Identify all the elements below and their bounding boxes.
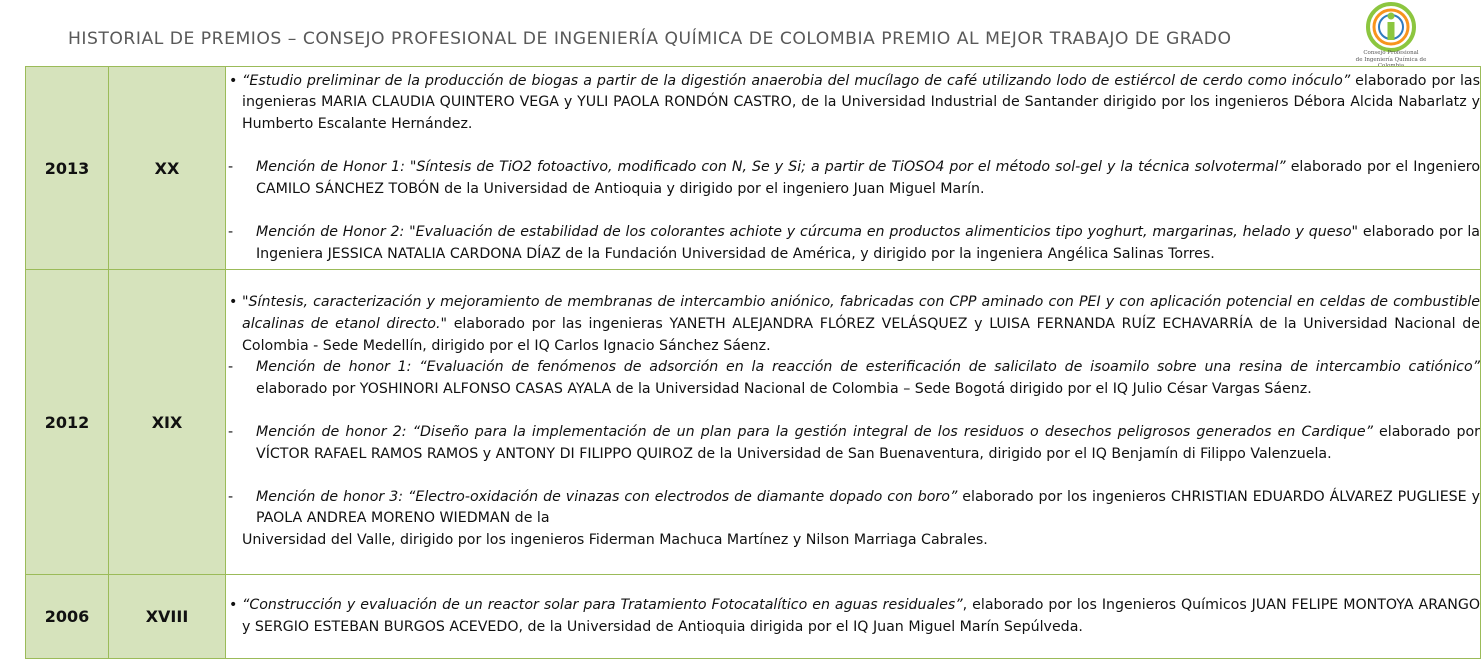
year-cell: 2012 — [26, 270, 109, 575]
award-details — [226, 270, 1481, 575]
winner-desc: elaborado por las ingenieras YANETH ALEJANDRA FLÓREZ VELÁSQUEZ y LUISA FERNANDA RUÍZ ECHAVARRÍA de la Universidad Nacional de Colombia - Sede Medellín, dirigido por el IQ Carlos Ignacio Sánchez Sáenz. — [242, 316, 1480, 354]
mention-desc: elaborado por el Ingeniero CAMILO SÁNCHEZ TOBÓN de la Universidad de Antioquia y dirigido por el ingeniero Juan Miguel Marín. — [256, 159, 1481, 197]
mention-title: Mención de honor 2: “Diseño para la implementación de un plan para la gestión integral de los residuos o desechos peligrosos generados en Cardique” — [256, 424, 1373, 440]
honor-mention — [226, 487, 1480, 530]
awards-table — [25, 66, 1481, 659]
table-row — [26, 575, 1481, 659]
year-cell: 2006 — [26, 575, 109, 659]
page-header — [0, 0, 1482, 69]
mention-desc: elaborado por la Ingeniera JESSICA NATALIA CARDONA DÍAZ de la Fundación Universidad de América, y dirigido por la ingeniera Angélica Salinas Torres. — [256, 223, 1481, 262]
winner-entry — [226, 595, 1480, 638]
honor-mention — [226, 157, 1480, 200]
edition-cell: XVIII — [109, 575, 226, 659]
winner-title: “Estudio preliminar de la producción de biogas a partir de la digestión anaerobia del mucílago de café utilizando lodo de estiércol de cerdo como inóculo” — [242, 72, 1351, 89]
honor-mention — [226, 222, 1480, 265]
page-title: HISTORIAL DE PREMIOS – CONSEJO PROFESIONAL DE INGENIERÍA QUÍMICA DE COLOMBIA PREMIO AL MEJOR TRABAJO DE GRADO — [68, 29, 1232, 49]
honor-mention — [226, 422, 1480, 465]
mention-continuation: Universidad del Valle, dirigido por los ingenieros Fiderman Machuca Martínez y Nilson Marriaga Cabrales. — [242, 531, 988, 548]
winner-desc: elaborado por las ingenieras MARIA CLAUDIA QUINTERO VEGA y YULI PAOLA RONDÓN CASTRO, de la Universidad Industrial de Santander dirigido por los ingenieros Débora Alcida Nabarlatz y Humberto Escalante Hernández. — [242, 72, 1480, 133]
winner-desc: , elaborado por los Ingenieros Químicos JUAN FELIPE MONTOYA ARANGO y SERGIO ESTEBAN BURGOS ACEVEDO, de la Universidad de Antioquia dirigida por el IQ Juan Miguel Marín Sepúlveda. — [242, 596, 1481, 635]
logo — [1346, 0, 1436, 69]
mention-title: Mención de honor 1: “Evaluación de fenómenos de adsorción en la reacción de esterificación de salicilato de isoamilo sobre una resina de intercambio catiónico” — [256, 359, 1480, 376]
mention-desc: elaborado por los ingenieros CHRISTIAN EDUARDO ÁLVAREZ PUGLIESE y PAOLA ANDREA MORENO WIEDMAN de la — [256, 488, 1480, 527]
mention-title: Mención de Honor 2: "Evaluación de estabilidad de los colorantes achiote y cúrcuma en productos alimenticios tipo yoghurt, margarinas, helado y queso" — [256, 223, 1359, 240]
winner-title: "Síntesis, caracterización y mejoramiento de membranas de intercambio aniónico, fabricadas con CPP aminado con PEI y con aplicación potencial en celdas de combustible alcalinas de etanol directo." — [242, 294, 1480, 333]
logo-text-line2: de Ingeniería Química de Colombia — [1355, 56, 1427, 69]
edition-cell: XX — [109, 67, 226, 270]
logo-text-line1: Consejo Profesional — [1363, 50, 1419, 56]
honor-mention — [226, 357, 1480, 400]
award-details — [226, 575, 1481, 659]
year-cell: 2013 — [26, 67, 109, 270]
logo-emblem-icon — [1356, 2, 1426, 52]
table-row — [26, 270, 1481, 575]
table-row — [26, 67, 1481, 270]
mention-desc: elaborado por VÍCTOR RAFAEL RAMOS RAMOS y ANTONY DI FILIPPO QUIROZ de la Universidad de San Buenaventura, dirigido por el IQ Benjamín di Filippo Valenzuela. — [256, 424, 1480, 462]
edition-cell: XIX — [109, 270, 226, 575]
mention-desc: elaborado por YOSHINORI ALFONSO CASAS AYALA de la Universidad Nacional de Colombia – Sede Bogotá dirigido por el IQ Julio César Vargas Sáenz. — [256, 380, 1312, 397]
winner-entry — [226, 292, 1480, 357]
winner-entry — [226, 71, 1480, 136]
award-details — [226, 67, 1481, 270]
mention-title: Mención de Honor 1: "Síntesis de TiO2 fotoactivo, modificado con N, Se y Si; a partir de TiOSO4 por el método sol-gel y la técnica solvotermal” — [256, 159, 1286, 176]
winner-title: “Construcción y evaluación de un reactor solar para Tratamiento Fotocatalítico en aguas residuales” — [242, 596, 963, 613]
mention-title: Mención de honor 3: “Electro-oxidación de vinazas con electrodos de diamante dopado con boro” — [256, 488, 958, 505]
